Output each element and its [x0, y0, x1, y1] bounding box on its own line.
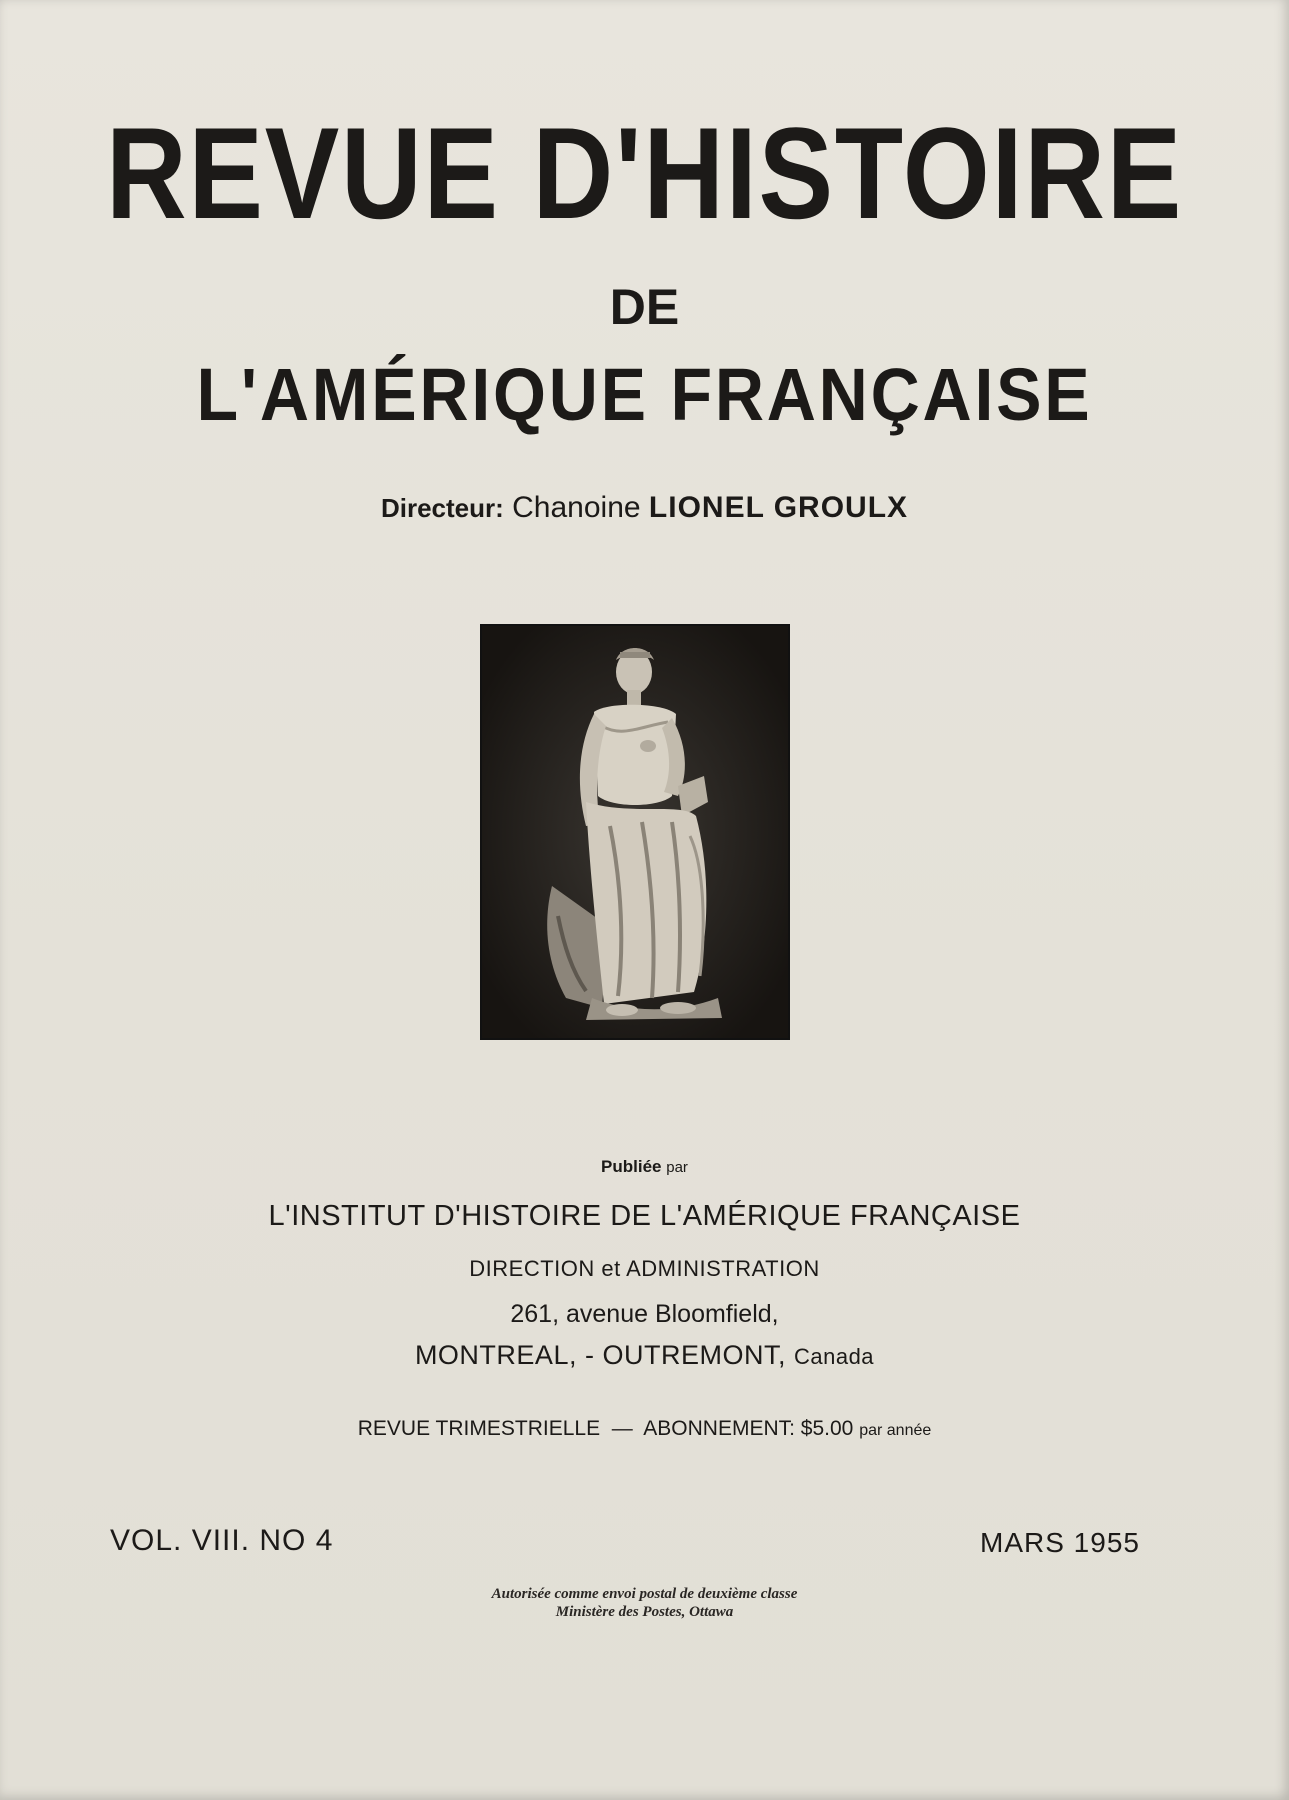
statue-figure-icon [482, 626, 788, 1038]
journal-title: REVUE D'HISTOIRE [105, 100, 1184, 246]
subscription-frequency: REVUE TRIMESTRIELLE [357, 1417, 601, 1440]
subscription-period: par année [859, 1422, 932, 1439]
publisher-country: Canada [793, 1344, 875, 1369]
postal-note-line2: Ministère des Postes, Ottawa [555, 1604, 734, 1620]
subscription-label: ABONNEMENT: [643, 1417, 795, 1440]
journal-title-de: DE [609, 279, 680, 335]
issue-volume: VOL. VIII. NO 4 [110, 1524, 334, 1557]
postal-note-line1: Autorisée comme envoi postal de deuxième classe [491, 1586, 798, 1602]
publisher-institute: L'INSTITUT D'HISTOIRE DE L'AMÉRIQUE FRANÇAISE [268, 1200, 1021, 1232]
publisher-address: 261, avenue Bloomfield, [510, 1300, 779, 1328]
seated-statue-image [480, 624, 790, 1040]
published-by-par: par [666, 1159, 688, 1176]
postal-note [0, 1585, 1289, 1621]
director-name: LIONEL GROULX [648, 491, 909, 524]
journal-title-amerique: L'AMÉRIQUE FRANÇAISE [196, 353, 1093, 436]
publisher-city [0, 1342, 1289, 1369]
direction-administration: DIRECTION et ADMINISTRATION [469, 1256, 820, 1281]
director-title: Chanoine [512, 491, 641, 524]
subscription-line [0, 1418, 1289, 1439]
published-by-text: Publiée [601, 1157, 662, 1176]
subscription-dash: — [611, 1417, 633, 1440]
publisher-city-name: MONTREAL, - OUTREMONT, [414, 1340, 786, 1370]
director-line [0, 493, 1289, 523]
director-role: Directeur: [380, 493, 504, 523]
issue-date: MARS 1955 [980, 1527, 1140, 1558]
subscription-price: $5.00 [800, 1417, 854, 1440]
published-by [0, 1158, 1289, 1175]
